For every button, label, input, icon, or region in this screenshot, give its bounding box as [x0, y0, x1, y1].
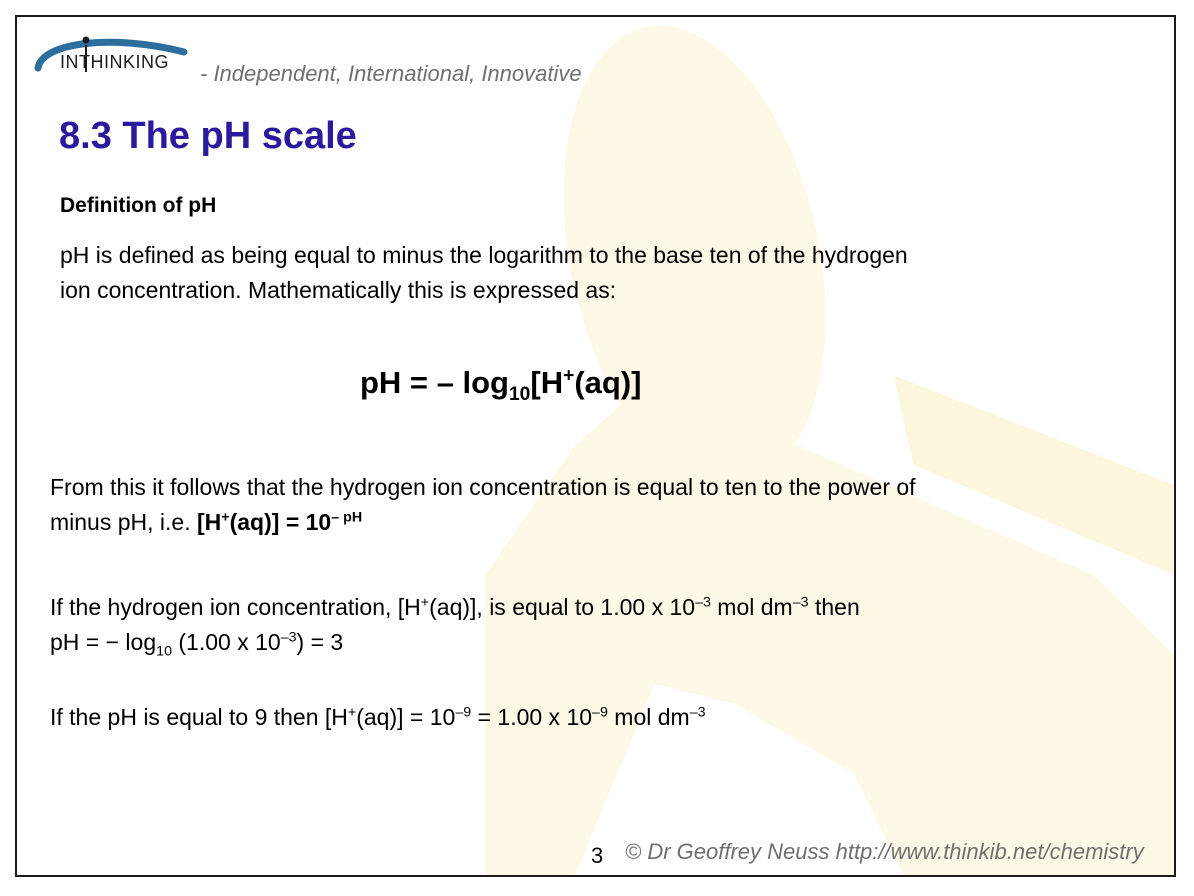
follows-prefix: minus pH, i.e.: [50, 509, 197, 535]
tagline: - Independent, International, Innovative: [200, 61, 582, 86]
formula-superscript: +: [563, 365, 575, 387]
ex1-l2exp: –3: [280, 629, 297, 646]
ex1-l2sub: 10: [156, 643, 172, 660]
ex2-exp1: –9: [455, 704, 472, 721]
ex1-b: (aq)], is equal to 1.00 x 10: [429, 594, 696, 620]
formula-bracket-open: [H: [530, 365, 564, 400]
ex1-d: then: [808, 594, 860, 620]
definition-line-2: ion concentration. Mathematically this is expressed as:: [60, 277, 617, 303]
ex1-l2c: ) = 3: [296, 629, 344, 655]
example-2-line: [50, 700, 706, 735]
ex1-plus: +: [420, 594, 430, 611]
follows-line-1: From this it follows that the hydrogen ion concentration is equal to ten to the power of: [50, 474, 916, 500]
ex1-l2b: (1.00 x 10: [172, 629, 281, 655]
slide: [15, 15, 1176, 877]
eq-plus: +: [221, 509, 230, 526]
ex1-c: mol dm: [710, 594, 793, 620]
definition-line-1: pH is defined as being equal to minus the logarithm to the base ten of the hydrogen: [60, 242, 908, 268]
ex1-exp2: –3: [792, 594, 809, 611]
copyright-text: © Dr Geoffrey Neuss http://www.thinkib.net/chemistry: [625, 839, 1144, 864]
ex1-exp1: –3: [695, 594, 711, 611]
page-title: 8.3 The pH scale: [59, 115, 357, 157]
formula-bracket-close: (aq)]: [574, 365, 642, 400]
ex1-a: If the hydrogen ion concentration, [H: [50, 594, 421, 620]
section-heading: Definition of pH: [60, 194, 217, 217]
page-number: 3: [591, 843, 604, 868]
inthinking-logo: [34, 32, 194, 77]
ex2-a: If the pH is equal to 9 then [H: [50, 704, 348, 730]
follows-line-2: [50, 505, 362, 540]
ex2-d: mol dm: [607, 704, 690, 730]
follows-equation: [197, 509, 362, 535]
ex2-c: = 1.00 x 10: [471, 704, 593, 730]
ex2-b: (aq)] = 10: [356, 704, 456, 730]
ex1-l2a: pH = − log: [50, 629, 157, 655]
formula-left: pH = – log: [360, 365, 509, 400]
example-1-line-2: [50, 625, 343, 660]
ex2-plus: +: [347, 704, 357, 721]
example-1-line-1: [50, 590, 860, 625]
formula-subscript: 10: [509, 384, 531, 406]
ex2-exp3: –3: [689, 704, 706, 721]
eq-exponent: – pH: [331, 509, 363, 526]
eq-rest: (aq)] = 10: [229, 509, 332, 535]
logo-text: INTHINKING: [60, 52, 170, 72]
ph-formula: [360, 365, 642, 406]
eq-h: [H: [197, 509, 222, 535]
ex2-exp2: –9: [592, 704, 608, 721]
